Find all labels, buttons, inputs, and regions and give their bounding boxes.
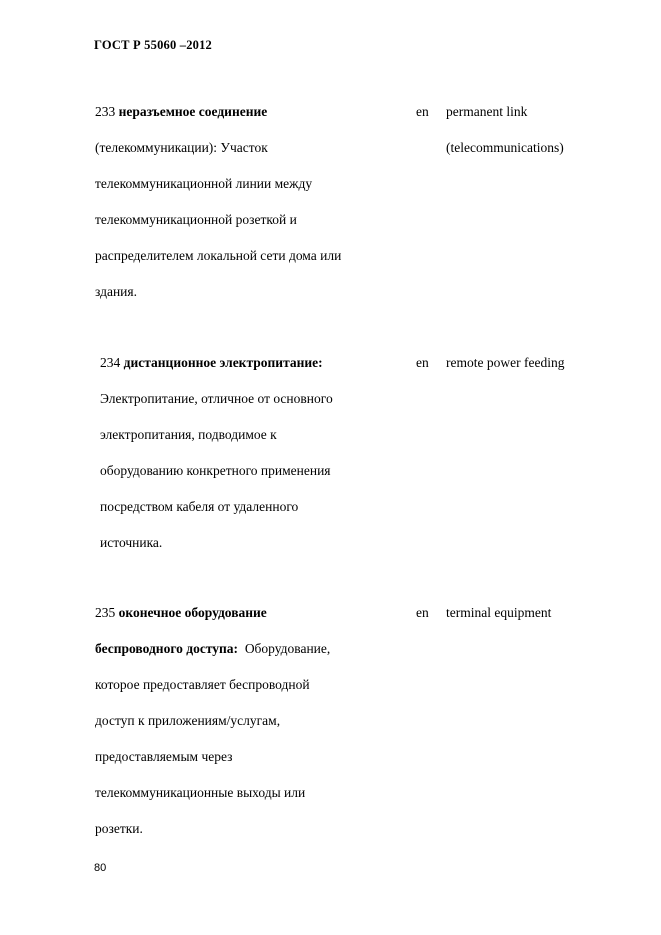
definition-line: здания. [95, 284, 137, 299]
definition-line: распределителем локальной сети дома или [95, 248, 342, 263]
definition-line: телекоммуникационной линии между [95, 176, 313, 191]
definition-line: телекоммуникационной розеткой и [95, 212, 297, 227]
definition-line: электропитания, подводимое к [100, 427, 277, 442]
term-entry-234 [100, 345, 420, 561]
equivalent-line: remote power feeding [446, 355, 565, 370]
definition-line: оборудованию конкретного применения [100, 463, 331, 478]
term-name: оконечное оборудование [118, 605, 267, 620]
language-code: en [416, 605, 429, 620]
equivalent-line: (telecommunications) [446, 140, 564, 155]
term-name: неразъемное соединение [118, 104, 268, 119]
entry-heading-line-2 [95, 631, 415, 667]
language-code: en [416, 355, 429, 370]
entry-heading-line [95, 595, 415, 631]
equivalent-line: terminal equipment [446, 605, 552, 620]
entry-heading-line [100, 345, 420, 381]
document-header: ГОСТ Р 55060 –2012 [94, 38, 212, 52]
definition-start: Оборудование, [244, 641, 331, 656]
entry-heading-line [95, 94, 415, 130]
definition-line: Электропитание, отличное от основного [100, 391, 333, 406]
term-number: 235 [95, 605, 116, 620]
english-equivalent-233 [446, 94, 564, 166]
page-number: 80 [94, 862, 107, 874]
definition-line: источника. [100, 535, 163, 550]
definition-line: предоставляемым через [95, 749, 233, 764]
definition-line: (телекоммуникации): Участок [95, 140, 268, 155]
definition-line: телекоммуникационные выходы или [95, 785, 306, 800]
term-name: дистанционное электропитание: [123, 355, 323, 370]
equivalent-line: permanent link [446, 104, 528, 119]
definition-line: розетки. [95, 821, 143, 836]
definition-line: посредством кабеля от удаленного [100, 499, 299, 514]
definition-line: доступ к приложениям/услугам, [95, 713, 281, 728]
language-code: en [416, 104, 429, 119]
term-entry-235 [95, 595, 415, 847]
term-number: 234 [100, 355, 121, 370]
english-equivalent-234 [446, 345, 564, 381]
term-number: 233 [95, 104, 116, 119]
term-name-continued: беспроводного доступа: [95, 641, 239, 656]
term-entry-233 [95, 94, 415, 310]
definition-line: которое предоставляет беспроводной [95, 677, 310, 692]
english-equivalent-235 [446, 595, 551, 631]
